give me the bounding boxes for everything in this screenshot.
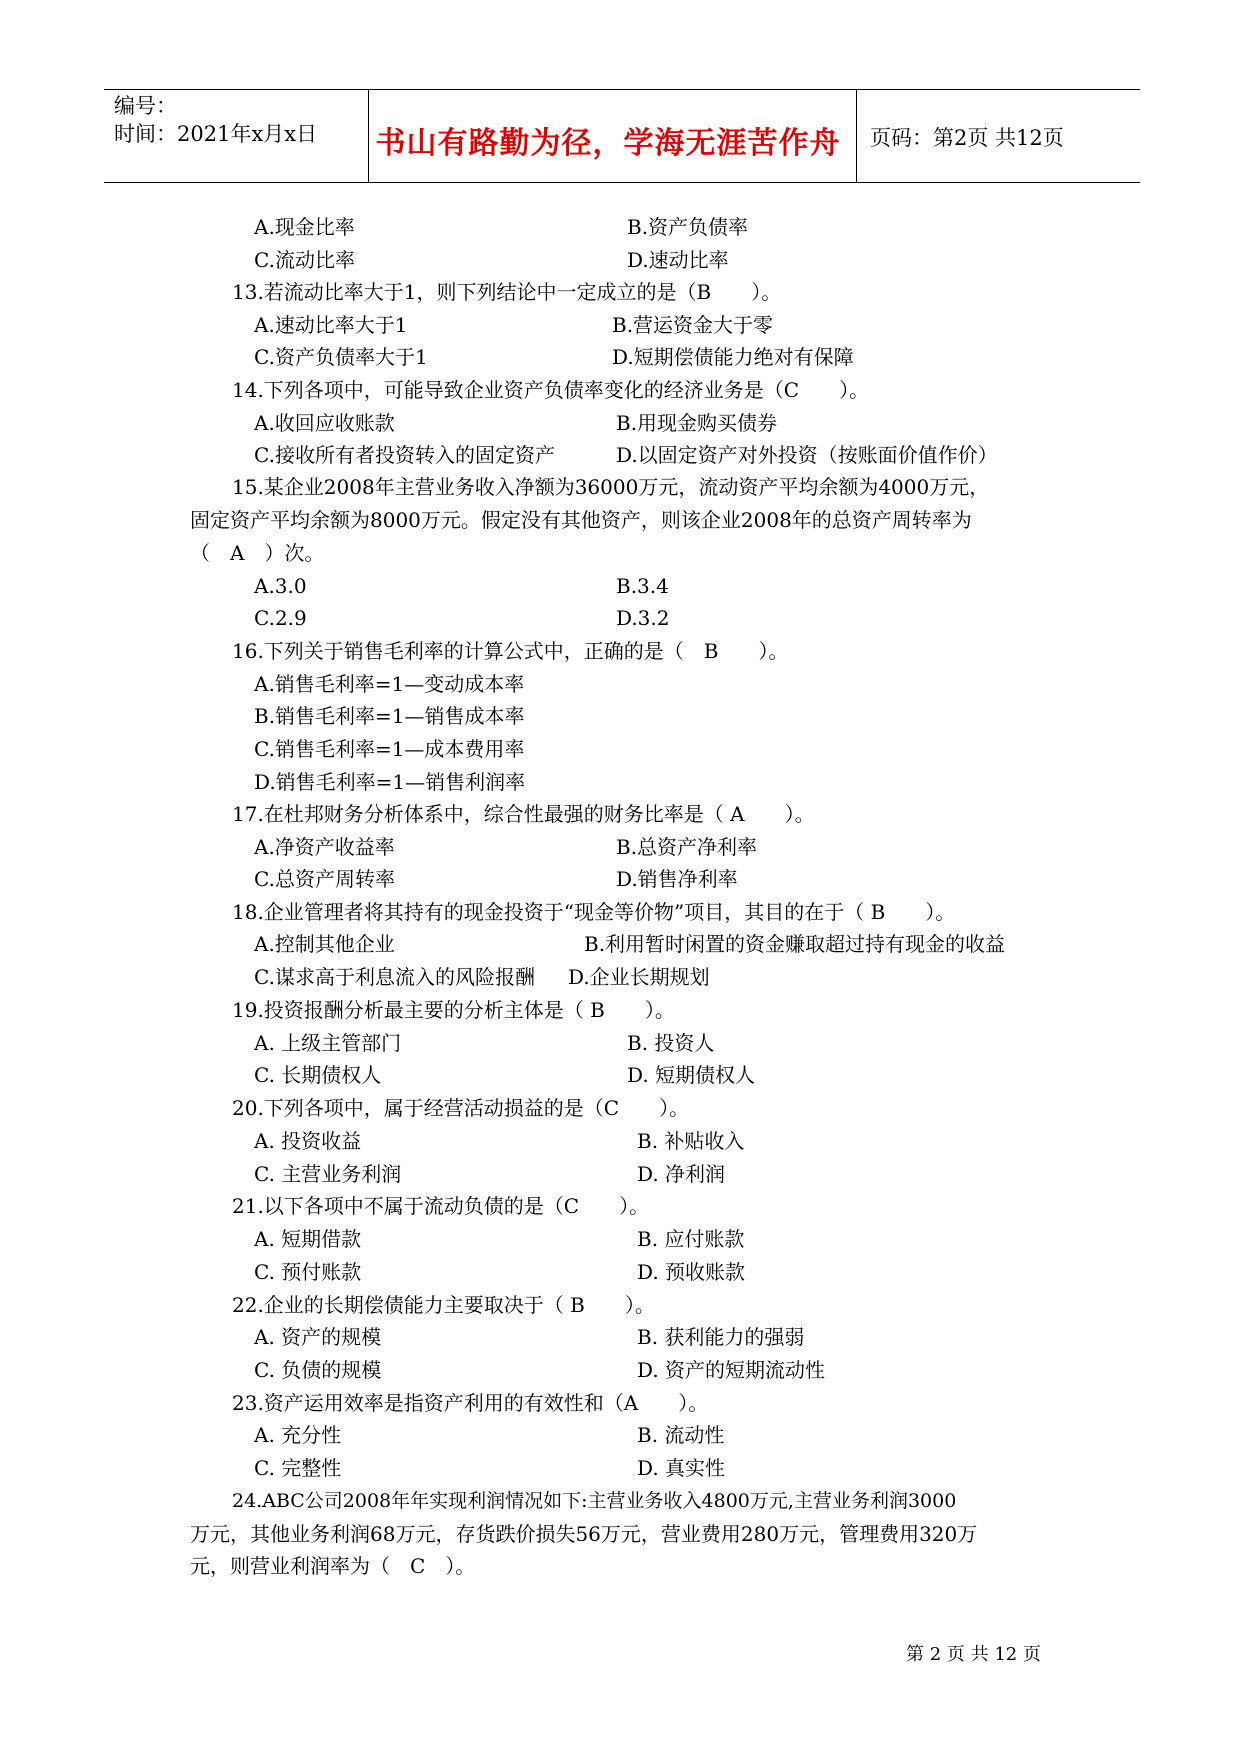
q18-stem: 18.企业管理者将其持有的现金投资于“现金等价物”项目，其目的在于（ B ）。 bbox=[232, 900, 956, 924]
header-motto: 书山有路勤为径，学海无涯苦作舟 bbox=[375, 126, 841, 161]
q12-option-a: A.现金比率 bbox=[254, 215, 355, 239]
q23-option-d: D. 真实性 bbox=[637, 1456, 726, 1480]
q14-option-d: D.以固定资产对外投资（按账面价值作价） bbox=[616, 443, 998, 467]
q12-option-d: D.速动比率 bbox=[627, 248, 729, 272]
q19-stem: 19.投资报酬分析最主要的分析主体是（ B ）。 bbox=[232, 998, 675, 1022]
q13-option-b: B.营运资金大于零 bbox=[612, 313, 774, 337]
q23-option-c: C. 完整性 bbox=[254, 1456, 342, 1480]
q13-option-a: A.速动比率大于1 bbox=[254, 313, 408, 337]
page-header bbox=[104, 89, 1140, 183]
q22-option-a: A. 资产的规模 bbox=[254, 1325, 382, 1349]
q20-option-c: C. 主营业务利润 bbox=[254, 1162, 402, 1186]
q14-stem: 14.下列各项中，可能导致企业资产负债率变化的经济业务是（C ）。 bbox=[232, 378, 870, 402]
q19-option-a: A. 上级主管部门 bbox=[254, 1031, 402, 1055]
time-label: 时间：2021年x月x日 bbox=[114, 122, 318, 146]
q20-stem: 20.下列各项中，属于经营活动损益的是（C ）。 bbox=[232, 1096, 690, 1120]
q17-option-d: D.销售净利率 bbox=[616, 867, 738, 891]
q12-option-b: B.资产负债率 bbox=[627, 215, 749, 239]
q24-stem-line-3: 元，则营业利润率为（ C ）。 bbox=[190, 1554, 476, 1578]
q19-option-d: D. 短期债权人 bbox=[627, 1063, 756, 1087]
q14-option-b: B.用现金购买债券 bbox=[616, 411, 778, 435]
q22-stem: 22.企业的长期偿债能力主要取决于（ B ）。 bbox=[232, 1293, 655, 1317]
q17-option-a: A.净资产收益率 bbox=[254, 835, 395, 859]
q19-option-b: B. 投资人 bbox=[627, 1031, 715, 1055]
q17-option-b: B.总资产净利率 bbox=[616, 835, 758, 859]
header-meta bbox=[114, 92, 368, 148]
q13-option-c: C.资产负债率大于1 bbox=[254, 345, 428, 369]
q14-option-c: C.接收所有者投资转入的固定资产 bbox=[254, 443, 555, 467]
q15-option-d: D.3.2 bbox=[616, 606, 670, 630]
q21-option-c: C. 预付账款 bbox=[254, 1260, 362, 1284]
q13-option-d: D.短期偿债能力绝对有保障 bbox=[612, 345, 854, 369]
q17-stem: 17.在杜邦财务分析体系中，综合性最强的财务比率是（ A ）。 bbox=[232, 802, 815, 826]
q18-option-c: C.谋求高于利息流入的风险报酬 bbox=[254, 965, 535, 989]
q15-stem-line-3: （ A ）次。 bbox=[190, 541, 325, 565]
q15-option-c: C.2.9 bbox=[254, 606, 307, 630]
q15-option-b: B.3.4 bbox=[616, 574, 669, 598]
q23-option-b: B. 流动性 bbox=[637, 1423, 725, 1447]
q22-option-d: D. 资产的短期流动性 bbox=[637, 1358, 826, 1382]
header-page-info: 页码：第2页 共12页 bbox=[870, 126, 1064, 150]
q23-option-a: A. 充分性 bbox=[254, 1423, 342, 1447]
q19-option-c: C. 长期债权人 bbox=[254, 1063, 382, 1087]
q18-option-a: A.控制其他企业 bbox=[254, 932, 395, 956]
q20-option-d: D. 净利润 bbox=[637, 1162, 726, 1186]
q24-stem-line-1: 24.ABC公司2008年年实现利润情况如下:主营业务收入4800万元,主营业务利润3000 bbox=[232, 1490, 957, 1512]
q21-option-d: D. 预收账款 bbox=[637, 1260, 746, 1284]
q15-option-a: A.3.0 bbox=[254, 574, 307, 598]
q20-option-a: A. 投资收益 bbox=[254, 1129, 362, 1153]
q21-option-b: B. 应付账款 bbox=[637, 1227, 745, 1251]
q15-stem-line-1: 15.某企业2008年主营业务收入净额为36000万元，流动资产平均余额为4000万元， bbox=[232, 475, 990, 499]
header-divider bbox=[856, 90, 857, 182]
q15-stem-line-2: 固定资产平均余额为8000万元。假定没有其他资产，则该企业2008年的总资产周转率为 bbox=[190, 508, 972, 532]
q21-stem: 21.以下各项中不属于流动负债的是（C ）。 bbox=[232, 1194, 650, 1218]
q21-option-a: A. 短期借款 bbox=[254, 1227, 362, 1251]
q13-stem: 13.若流动比率大于1，则下列结论中一定成立的是（B ）。 bbox=[232, 280, 782, 304]
q20-option-b: B. 补贴收入 bbox=[637, 1129, 745, 1153]
q16-option-b: B.销售毛利率=1—销售成本率 bbox=[254, 704, 525, 728]
q16-option-d: D.销售毛利率=1—销售利润率 bbox=[254, 770, 526, 794]
q22-option-c: C. 负债的规模 bbox=[254, 1358, 382, 1382]
number-label: 编号： bbox=[114, 94, 177, 118]
q16-option-c: C.销售毛利率=1—成本费用率 bbox=[254, 737, 525, 761]
q18-option-b: B.利用暂时闲置的资金赚取超过持有现金的收益 bbox=[584, 932, 1006, 956]
page-footer: 第 2 页 共 12 页 bbox=[906, 1644, 1041, 1665]
q17-option-c: C.总资产周转率 bbox=[254, 867, 395, 891]
q24-stem-line-2: 万元，其他业务利润68万元，存货跌价损失56万元，营业费用280万元，管理费用320万 bbox=[190, 1522, 978, 1546]
q16-option-a: A.销售毛利率=1—变动成本率 bbox=[254, 672, 525, 696]
q22-option-b: B. 获利能力的强弱 bbox=[637, 1325, 805, 1349]
q12-option-c: C.流动比率 bbox=[254, 248, 355, 272]
q23-stem: 23.资产运用效率是指资产利用的有效性和（A ）。 bbox=[232, 1391, 709, 1415]
q16-stem: 16.下列关于销售毛利率的计算公式中，正确的是（ B ）。 bbox=[232, 639, 789, 663]
q18-option-d: D.企业长期规划 bbox=[568, 965, 710, 989]
q14-option-a: A.收回应收账款 bbox=[254, 411, 395, 435]
